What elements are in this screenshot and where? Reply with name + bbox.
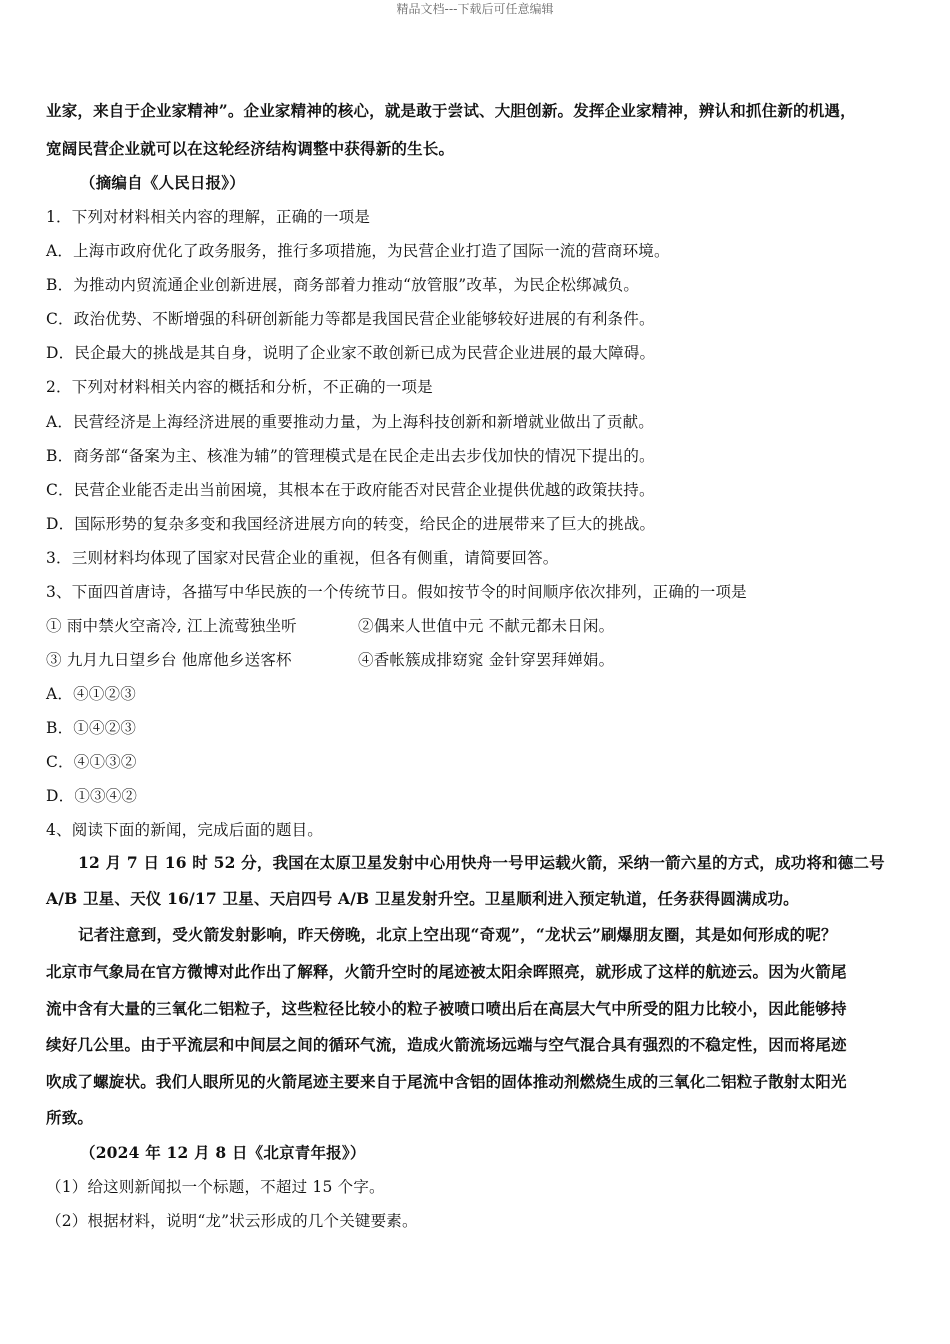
news-paragraph-line: 记者注意到，受火箭发射影响，昨天傍晚，北京上空出现“奇观”，“龙状云”刷爆朋友圈，其是如何形成的呢？ — [78, 925, 837, 944]
sub-question-2: （2）根据材料，说明“龙”状云形成的几个关键要素。 — [46, 1212, 418, 1230]
news-paragraph-line: 所致。 — [46, 1108, 94, 1127]
option-1b: B．为推动内贸流通企业创新进展，商务部着力推动“放管服”改革，为民企松绑减负。 — [46, 276, 640, 294]
news-paragraph-line: 北京市气象局在官方微博对此作出了解释，火箭升空时的尾迹被太阳余晖照亮，就形成了这样的航迹云。因为火箭尾 — [46, 962, 847, 981]
option-a: A．④①②③ — [46, 685, 136, 703]
question-1: 1．下列对材料相关内容的理解，正确的一项是 — [46, 208, 371, 226]
option-1a: A．上海市政府优化了政务服务，推行多项措施，为民营企业打造了国际一流的营商环境。 — [46, 242, 670, 260]
option-1c: C．政治优势、不断增强的科研创新能力等都是我国民营企业能够较好进展的有利条件。 — [46, 310, 655, 328]
question-2: 2．下列对材料相关内容的概括和分析，不正确的一项是 — [46, 378, 433, 396]
option-2c: C．民营企业能否走出当前困境，其根本在于政府能否对民营企业提供优越的政策扶持。 — [46, 481, 655, 499]
poem-line-3: ③ 九月九日望乡台 他席他乡送客杯 — [46, 651, 292, 669]
question-3-poems: 3、下面四首唐诗，各描写中华民族的一个传统节日。假如按节令的时间顺序依次排列，正确的一项是 — [46, 583, 747, 601]
source-citation: （2024 年 12 月 8 日《北京青年报》） — [80, 1143, 366, 1162]
source-citation: （摘编自《人民日报》） — [80, 173, 245, 192]
poem-line-1: ① 雨中禁火空斋冷, 江上流莺独坐听 — [46, 617, 297, 635]
news-paragraph-line: 吹成了螺旋状。我们人眼所见的火箭尾迹主要来自于尾流中含铝的固体推动剂燃烧生成的三氧化二铝粒子散射太阳光 — [46, 1072, 847, 1091]
news-paragraph-line: 12 月 7 日 16 时 52 分，我国在太原卫星发射中心用快舟一号甲运载火箭，采纳一箭六星的方式，成功将和德二号 — [78, 853, 885, 872]
sub-question-1: （1）给这则新闻拟一个标题，不超过 15 个字。 — [46, 1178, 385, 1196]
paragraph-line: 宽阔民营企业就可以在这轮经济结构调整中获得新的生长。 — [46, 139, 455, 158]
option-d: D．①③④② — [46, 787, 138, 805]
news-paragraph-line: 续好几公里。由于平流层和中间层之间的循环气流，造成火箭流场远端与空气混合具有强烈的不稳定性，因而将尾迹 — [46, 1035, 847, 1054]
poem-line-4: ④香帐簇成排窈窕 金针穿罢拜婵娟。 — [358, 651, 615, 669]
option-2d: D．国际形势的复杂多变和我国经济进展方向的转变，给民企的进展带来了巨大的挑战。 — [46, 515, 656, 533]
question-3: 3．三则材料均体现了国家对民营企业的重视，但各有侧重，请简要回答。 — [46, 549, 559, 567]
page-header: 精品文档---下载后可任意编辑 — [396, 2, 554, 16]
news-paragraph-line: 流中含有大量的三氧化二铝粒子，这些粒径比较小的粒子被喷口喷出后在高层大气中所受的阻力比较小，因此能够持 — [46, 999, 847, 1018]
option-c: C．④①③② — [46, 753, 137, 771]
paragraph-line: 业家，来自于企业家精神”。企业家精神的核心，就是敢于尝试、大胆创新。发挥企业家精神，辨认和抓住新的机遇， — [46, 101, 856, 120]
poem-line-2: ②偶来人世值中元 不献元都未日闲。 — [358, 617, 615, 635]
option-2a: A．民营经济是上海经济进展的重要推动力量，为上海科技创新和新增就业做出了贡献。 — [46, 413, 654, 431]
news-paragraph-line: A/B 卫星、天仪 16/17 卫星、天启四号 A/B 卫星发射升空。卫星顺利进入预定轨道，任务获得圆满成功。 — [46, 889, 799, 908]
option-1d: D．民企最大的挑战是其自身，说明了企业家不敢创新已成为民营企业进展的最大障碍。 — [46, 344, 656, 362]
option-2b: B．商务部“备案为主、核准为辅”的管理模式是在民企走出去步伐加快的情况下提出的。 — [46, 447, 655, 465]
option-b: B．①④②③ — [46, 719, 137, 737]
question-4: 4、阅读下面的新闻，完成后面的题目。 — [46, 821, 323, 839]
